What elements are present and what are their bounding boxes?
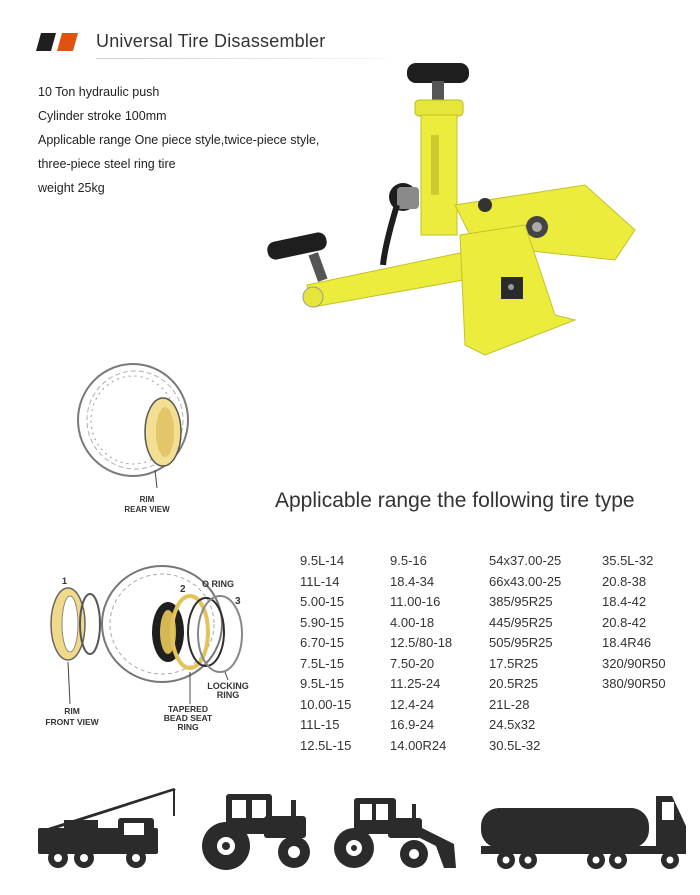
tire-size: 12.4-24: [390, 696, 435, 712]
tire-size: 66x43.00-25: [489, 573, 562, 589]
tire-disassembler-product-image: [255, 55, 655, 365]
tire-size-column: [390, 551, 489, 756]
rim-front-label: RIM: [64, 706, 80, 716]
tire-size: 24.5x32: [489, 717, 536, 732]
tire-size: 9.5L-15: [300, 676, 345, 691]
tire-size: 11L-14: [300, 573, 340, 589]
locking-ring-label: LOCKING: [207, 681, 249, 691]
tire-size: 5.90-15: [300, 614, 345, 630]
spec-item: three-piece steel ring tire: [38, 157, 176, 171]
rim-front-view-diagram: [40, 562, 270, 740]
tire-size: 30.5L-32: [489, 737, 541, 753]
tire-size: 9.5L-14: [300, 553, 345, 568]
tire-size-table: [300, 551, 692, 756]
loader-tractor-icon: [334, 798, 456, 868]
tire-size: 11.00-16: [390, 594, 441, 609]
tire-size: 380/90R50: [602, 676, 666, 691]
brand-logo-icon: [36, 33, 78, 51]
page-title: Universal Tire Disassembler: [96, 31, 326, 51]
range-heading: Applicable range the following tire type: [275, 489, 635, 512]
tire-size: 14.00R24: [390, 737, 447, 753]
spec-item: Cylinder stroke 100mm: [38, 109, 167, 123]
part-number-3: 3: [235, 596, 241, 607]
tire-size: 7.50-20: [390, 655, 435, 671]
vehicle-icons: [36, 788, 686, 870]
tire-size: 18.4R46: [602, 635, 652, 650]
tire-size-column: [489, 551, 602, 756]
tire-size-column: [300, 551, 390, 756]
tire-size: 11L-15: [300, 717, 340, 732]
rim-label: RIM: [139, 495, 155, 504]
rear-view-label: REAR VIEW: [124, 505, 170, 514]
tire-size: 4.00-18: [390, 614, 435, 630]
tire-size: 7.5L-15: [300, 655, 345, 671]
tire-size: 12.5/80-18: [390, 635, 453, 650]
tractor-icon: [202, 794, 310, 870]
tire-size: 16.9-24: [390, 717, 435, 732]
part-number-2: 2: [180, 584, 186, 595]
tire-size: 5.00-15: [300, 594, 345, 609]
tire-size: 54x37.00-25: [489, 553, 562, 568]
crane-truck-icon: [38, 788, 176, 868]
tire-size-column: [602, 551, 692, 756]
tire-size: 20.5R25: [489, 676, 539, 691]
tanker-truck-icon: [481, 796, 686, 869]
tire-size: 10.00-15: [300, 696, 352, 712]
tire-size: 20.8-42: [602, 614, 647, 630]
rim-rear-view-diagram: [75, 360, 215, 530]
part-number-1: 1: [62, 576, 68, 586]
tire-size: 11.25-24: [390, 676, 441, 691]
tire-size: 18.4-34: [390, 573, 435, 589]
tire-size: 320/90R50: [602, 655, 666, 671]
tapered-ring-label-3: RING: [177, 722, 199, 732]
tire-size: 20.8-38: [602, 573, 647, 589]
tire-size: 505/95R25: [489, 635, 553, 650]
spec-item: 10 Ton hydraulic push: [38, 85, 160, 99]
front-view-label: FRONT VIEW: [45, 717, 99, 727]
o-ring-label: O RING: [202, 579, 235, 589]
locking-ring-label-2: RING: [216, 690, 240, 700]
tire-size: 9.5-16: [390, 553, 427, 568]
tire-size: 385/95R25: [489, 594, 553, 609]
tapered-ring-label-2: BEAD SEAT: [163, 713, 213, 723]
tire-size: 17.5R25: [489, 655, 539, 671]
spec-item: Applicable range One piece style,twice-piece style,: [38, 133, 320, 147]
tire-size: 445/95R25: [489, 614, 553, 630]
spec-item: weight 25kg: [38, 181, 105, 195]
tire-size: 21L-28: [489, 696, 530, 712]
tapered-ring-label: TAPERED: [168, 704, 208, 714]
tire-size: 35.5L-32: [602, 553, 654, 568]
tire-size: 12.5L-15: [300, 737, 352, 753]
tire-size: 6.70-15: [300, 635, 345, 650]
tire-size: 18.4-42: [602, 594, 647, 609]
